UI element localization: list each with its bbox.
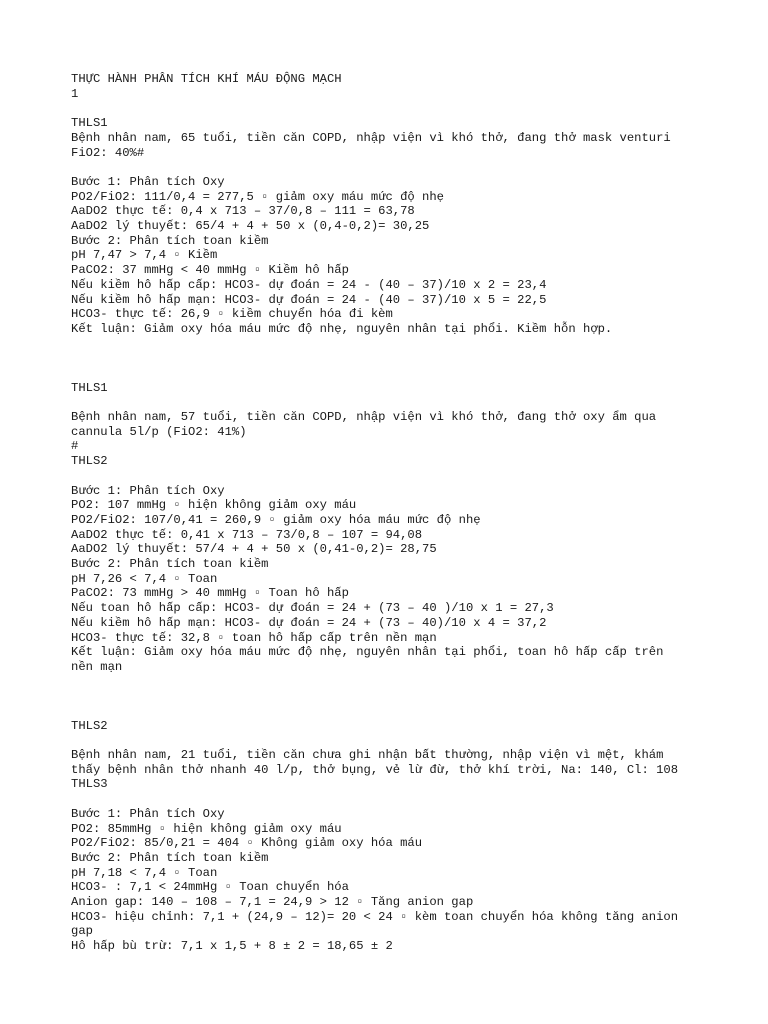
case-3-line: PO2/FiO2: 85/0,21 = 404 ▫ Không giảm oxy hóa máu [71,836,423,851]
case-2-conclusion: Kết luận: Giảm oxy hóa máu mức độ nhẹ, nguyên nhân tại phổi, toan hô hấp cấp trên [71,645,664,660]
case-1-line: PO2/FiO2: 111/0,4 = 277,5 ▫ giảm oxy máu mức độ nhẹ [71,189,444,204]
case-1-line: Nếu kiềm hô hấp cấp: HCO3- dự đoán = 24 - (40 – 37)/10 x 2 = 23,4 [71,277,547,292]
case-2-line: AaDO2 lý thuyết: 57/4 + 4 + 50 x (0,41-0,2)= 28,75 [71,542,437,557]
case-3-line: pH 7,18 < 7,4 ▫ Toan [71,865,218,880]
case-2-line: HCO3- thực tế: 32,8 ▫ toan hô hấp cấp trên nền mạn [71,630,437,645]
case-2-line: PaCO2: 73 mmHg > 40 mmHg ▫ Toan hô hấp [71,586,349,601]
case-1-line: Nếu kiềm hô hấp mạn: HCO3- dự đoán = 24 - (40 – 37)/10 x 5 = 22,5 [71,292,547,307]
case-3-line: gap [71,924,93,939]
case-2-section [71,381,751,675]
case-2-label-2: THLS2 [71,454,108,469]
case-2-line: Bước 2: Phân tích toan kiềm [71,557,269,572]
case-2-line: PO2: 107 mmHg ▫ hiện không giảm oxy máu [71,498,357,513]
case-3-line: Bước 1: Phân tích Oxy [71,806,225,821]
case-2-conclusion-cont: nền mạn [71,659,123,674]
case-2-line: AaDO2 thực tế: 0,41 x 713 – 73/0,8 – 107 = 94,08 [71,527,423,542]
case-1-section [71,116,751,337]
case-3-line: HCO3- hiệu chỉnh: 7,1 + (24,9 – 12)= 20 < 24 ▫ kèm toan chuyển hóa không tăng anion [71,909,679,924]
case-1-line: Bước 2: Phân tích toan kiềm [71,233,269,248]
case-3-line: Hô hấp bù trừ: 7,1 x 1,5 + 8 ± 2 = 18,65 ± 2 [71,939,393,954]
case-2-hash: # [71,439,79,454]
case-1-label: THLS1 [71,116,108,131]
case-1-line: PaCO2: 37 mmHg < 40 mmHg ▫ Kiềm hô hấp [71,263,349,278]
case-1-conclusion: Kết luận: Giảm oxy hóa máu mức độ nhẹ, nguyên nhân tại phổi. Kiềm hỗn hợp. [71,321,613,336]
page-number: 1 [71,86,79,101]
case-1-description-line-2: FiO2: 40%# [71,145,145,160]
case-2-line: Nếu toan hô hấp cấp: HCO3- dự đoán = 24 + (73 – 40 )/10 x 1 = 27,3 [71,601,554,616]
case-3-description-line-2: thấy bệnh nhân thở nhanh 40 l/p, thở bụng, vẻ lừ đừ, thở khí trời, Na: 140, Cl: 108 [71,762,679,777]
case-3-label: THLS2 [71,718,108,733]
document-title: THỰC HÀNH PHÂN TÍCH KHÍ MÁU ĐỘNG MẠCH [71,72,342,86]
case-1-description-line-1: Bệnh nhân nam, 65 tuổi, tiền căn COPD, nhập viện vì khó thở, đang thở mask venturi [71,130,671,145]
case-2-description-line-1: Bệnh nhân nam, 57 tuổi, tiền căn COPD, nhập viện vì khó thở, đang thở oxy ẩm qua [71,410,657,425]
case-2-line: Bước 1: Phân tích Oxy [71,483,225,498]
case-3-description-line-1: Bệnh nhân nam, 21 tuổi, tiền căn chưa ghi nhận bất thường, nhập viện vì mệt, khám [71,748,664,763]
case-3-label-2: THLS3 [71,777,108,792]
case-1-line: pH 7,47 > 7,4 ▫ Kiềm [71,248,218,263]
case-3-line: Anion gap: 140 – 108 – 7,1 = 24,9 > 12 ▫ Tăng anion gap [71,895,474,910]
case-2-line: Nếu kiềm hô hấp mạn: HCO3- dự đoán = 24 + (73 – 40)/10 x 4 = 37,2 [71,615,547,630]
case-1-line: AaDO2 lý thuyết: 65/4 + 4 + 50 x (0,4-0,2)= 30,25 [71,219,430,233]
case-3-line: HCO3- : 7,1 < 24mmHg ▫ Toan chuyển hóa [71,880,349,895]
case-2-line: PO2/FiO2: 107/0,41 = 260,9 ▫ giảm oxy hóa máu mức độ nhẹ [71,512,481,527]
case-1-line: HCO3- thực tế: 26,9 ▫ kiềm chuyển hóa đi kèm [71,307,393,322]
document-page [71,72,751,954]
case-3-line: PO2: 85mmHg ▫ hiện không giảm oxy máu [71,821,342,836]
case-3-line: Bước 2: Phân tích toan kiềm [71,850,269,865]
case-2-label: THLS1 [71,380,108,395]
case-1-line: Bước 1: Phân tích Oxy [71,174,225,189]
case-3-section [71,719,751,954]
case-2-description-line-2: cannula 5l/p (FiO2: 41%) [71,424,247,439]
case-1-line: AaDO2 thực tế: 0,4 x 713 – 37/0,8 – 111 = 63,78 [71,204,415,219]
case-2-line: pH 7,26 < 7,4 ▫ Toan [71,571,218,586]
